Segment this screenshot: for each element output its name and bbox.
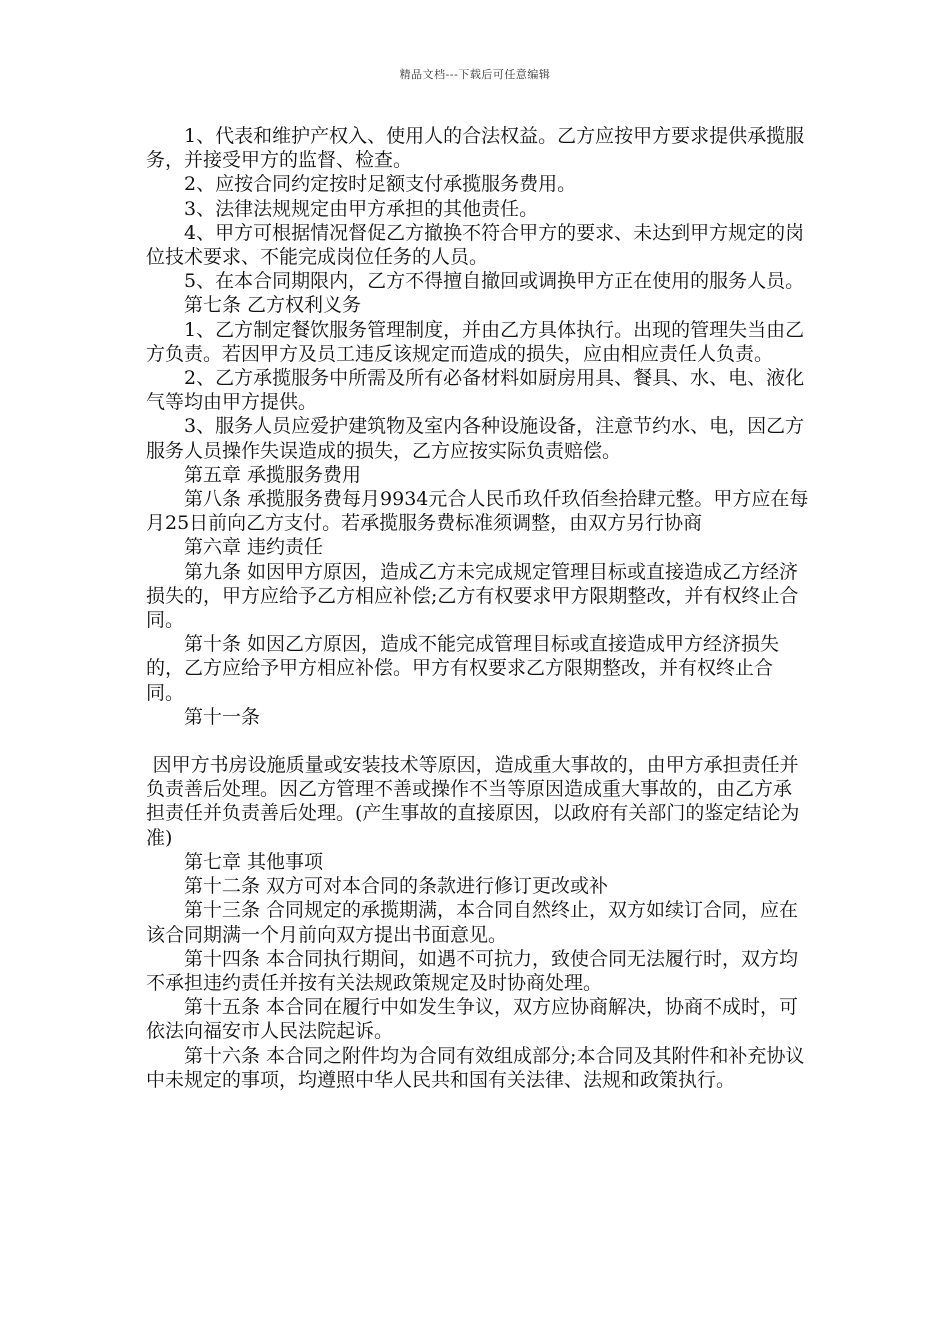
- paragraph-party-b-duty-2: 2、乙方承揽服务中所需及所有必备材料如厨房用具、餐具、水、电、液化气等均由甲方提供。: [146, 367, 805, 414]
- chapter-heading-6: 第六章 违约责任: [184, 536, 324, 559]
- paragraph-party-a-duty-2: 2、应按合同约定按时足额支付承揽服务费用。: [184, 173, 577, 196]
- document-body: [146, 124, 810, 1092]
- article-12: 第十二条 双方可对本合同的条款进行修订更改或补: [184, 875, 609, 898]
- paragraph-party-a-duty-5: 5、在本合同期限内，乙方不得擅自撤回或调换甲方正在使用的服务人员。: [184, 270, 805, 293]
- page-header: 精品文档---下载后可任意编辑: [399, 68, 551, 81]
- blank-line: [146, 729, 810, 753]
- paragraph-party-a-duty-3: 3、法律法规规定由甲方承担的其他责任。: [184, 197, 539, 220]
- chapter-heading-7: 第七章 其他事项: [184, 850, 324, 873]
- paragraph-party-a-duty-4: 4、甲方可根据情况督促乙方撤换不符合甲方的要求、未达到甲方规定的岗位技术要求、不能完成岗位任务的人员。: [146, 221, 805, 269]
- paragraph-party-a-duty-1: 1、代表和维护产权入、使用人的合法权益。乙方应按甲方要求提供承揽服务，并接受甲方的监督、检查。: [146, 125, 805, 172]
- article-9: 第九条 如因甲方原因，造成乙方未完成规定管理目标或直接造成乙方经济损失的，甲方应给予乙方相应补偿;乙方有权要求甲方限期整改，并有权终止合同。: [146, 560, 799, 632]
- article-15: 第十五条 本合同在履行中如发生争议，双方应协商解决，协商不成时，可依法向福安市人民法院起诉。: [146, 996, 799, 1043]
- article-heading-11: 第十一条: [184, 705, 261, 728]
- article-11-body: 因甲方书房设施质量或安装技术等原因，造成重大事故的，由甲方承担责任并负责善后处理。因乙方管理不善或操作不当等原因造成重大事故的，由乙方承担责任并负责善后处理。(产生事故的直接原因，以政府有关部门的鉴定结论为准): [146, 754, 800, 849]
- paragraph-party-b-duty-3: 3、服务人员应爱护建筑物及室内各种设施设备，注意节约水、电，因乙方服务人员操作失误造成的损失，乙方应按实际负责赔偿。: [146, 415, 805, 462]
- article-heading-7: 第七条 乙方权利义务: [184, 294, 362, 317]
- article-16: 第十六条 本合同之附件均为合同有效组成部分;本合同及其附件和补充协议中未规定的事项，均遵照中华人民共和国有关法律、法规和政策执行。: [146, 1044, 805, 1091]
- paragraph-party-b-duty-1: 1、乙方制定餐饮服务管理制度，并由乙方具体执行。出现的管理失当由乙方负责。若因甲方及员工违反该规定而造成的损失，应由相应责任人负责。: [146, 318, 805, 365]
- article-13: 第十三条 合同规定的承揽期满，本合同自然终止，双方如续订合同，应在该合同期满一个月前向双方提出书面意见。: [146, 899, 799, 946]
- article-14: 第十四条 本合同执行期间，如遇不可抗力，致使合同无法履行时，双方均不承担违约责任并按有关法规政策规定及时协商处理。: [146, 947, 799, 994]
- chapter-heading-5: 第五章 承揽服务费用: [184, 463, 362, 486]
- article-8: 第八条 承揽服务费每月9934元合人民币玖仟玖佰叁拾肆元整。甲方应在每月25日前向乙方支付。若承揽服务费标准须调整，由双方另行协商: [146, 488, 809, 535]
- article-10: 第十条 如因乙方原因，造成不能完成管理目标或直接造成甲方经济损失的，乙方应给予甲方相应补偿。甲方有权要求乙方限期整改，并有权终止合同。: [146, 633, 780, 704]
